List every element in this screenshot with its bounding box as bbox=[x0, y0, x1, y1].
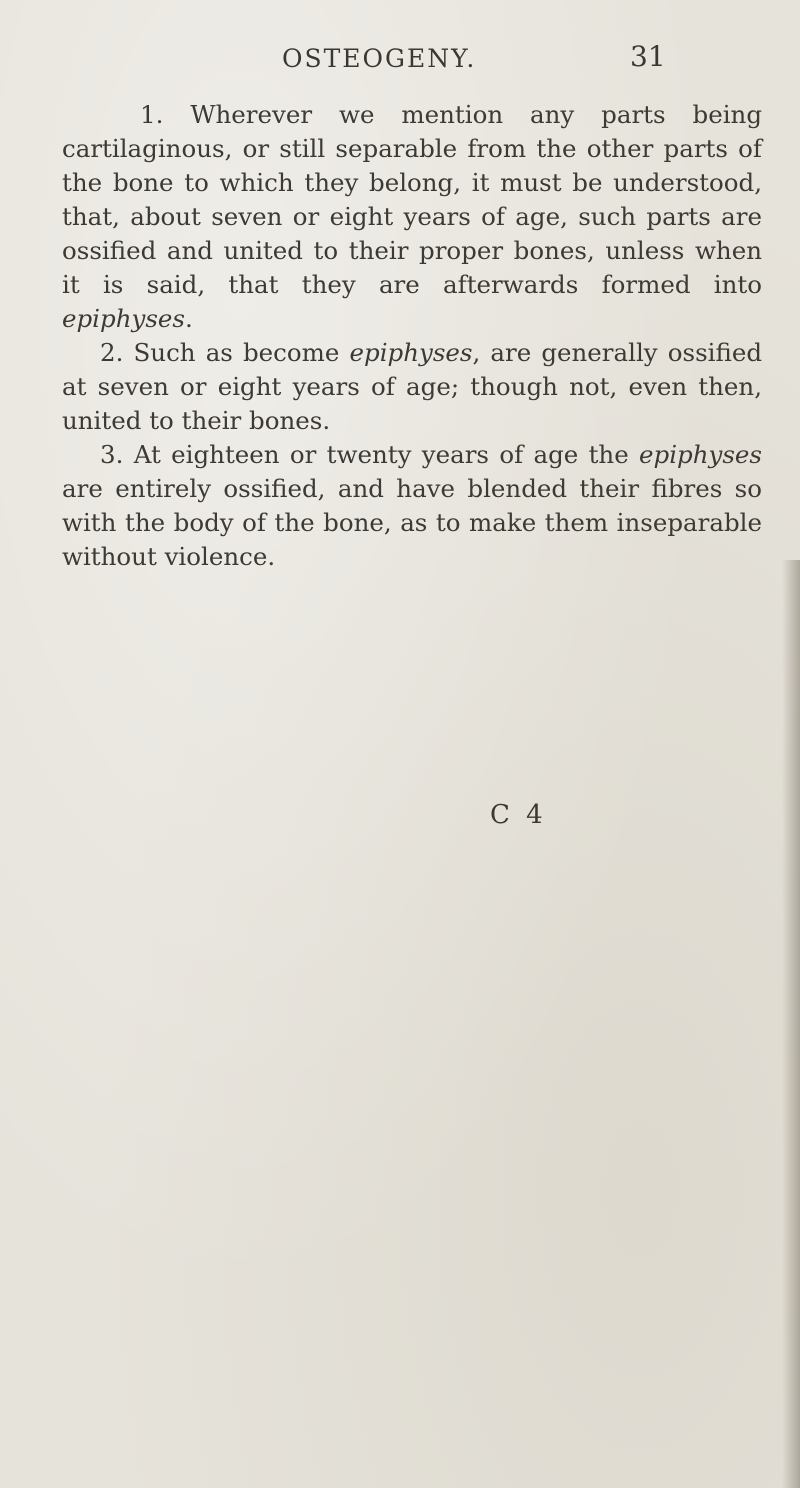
page-number: 31 bbox=[630, 40, 666, 73]
paragraph-1-italic: epiphyses bbox=[62, 304, 185, 333]
paragraph-3-text-after: are entirely ossified, and have blended their fibres so with the body of the bone, as to make them inseparable without violence. bbox=[62, 474, 762, 571]
paragraph-2-italic: epiphyses bbox=[349, 338, 473, 367]
paragraph-3-italic: epiphyses bbox=[639, 440, 762, 469]
paragraph-2 bbox=[62, 336, 762, 438]
running-title: OSTEOGENY. bbox=[282, 44, 477, 73]
page-edge-shadow bbox=[782, 560, 800, 1488]
paragraph-2-number: 2. bbox=[100, 338, 124, 367]
paragraph-3 bbox=[62, 438, 762, 574]
paragraph-1-text-after: . bbox=[184, 304, 193, 333]
signature-mark: C 4 bbox=[490, 800, 547, 830]
paragraph-3-text-before: At eighteen or twenty years of age the bbox=[133, 440, 640, 469]
paragraph-1-text-before: Wherever we mention any parts being cartilaginous, or still separable from the other parts of the bone to which they belong, it must be understood, that, about seven or eight years of age, such parts are ossified and united to their proper bones, unless when it is said, that they are afterwards formed into bbox=[62, 100, 762, 299]
paragraph-2-text-after: , are generally ossified at seven or eight years of age; though not, even then, united to their bones. bbox=[62, 338, 762, 435]
body-text bbox=[62, 98, 762, 574]
paragraph-3-number: 3. bbox=[100, 440, 124, 469]
paragraph-1-number: 1. bbox=[140, 100, 164, 129]
paragraph-1 bbox=[62, 98, 762, 336]
paragraph-2-text-before: Such as become bbox=[133, 338, 350, 367]
